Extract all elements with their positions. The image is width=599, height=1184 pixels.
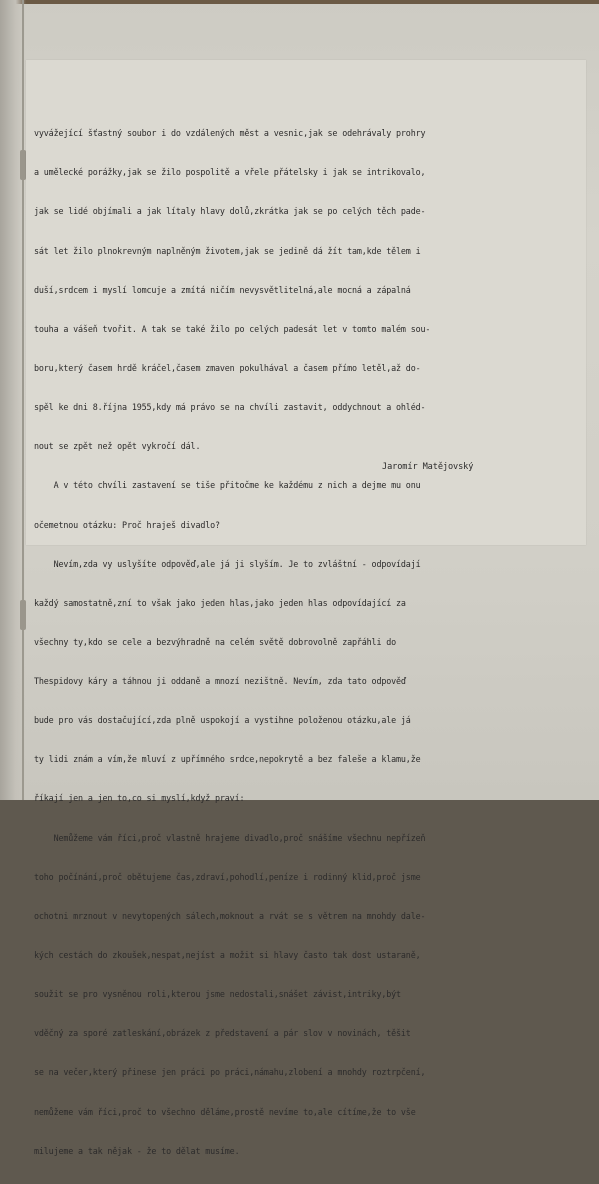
page-top-edge <box>0 0 599 4</box>
binding-hole <box>20 600 26 630</box>
text-line: touha a vášeň tvořit. A tak se také žilo po celých padesát let v tomto malém sou- <box>34 323 431 334</box>
text-line: nout se zpět než opět vykročí dál. <box>34 441 201 452</box>
text-line: boru,který časem hrdě kráčel,časem zmaven pokulhával a časem přímo letěl,až do- <box>34 362 421 373</box>
text-line: ty lidi znám a vím,že mluví z upřímného srdce,nepokrytě a bez faleše a klamu,že <box>34 754 421 765</box>
text-line: spěl ke dni 8.října 1955,kdy má právo se na chvíli zastavit, oddychnout a ohléd- <box>34 402 426 413</box>
text-line: kých cestách do zkoušek,nespat,nejíst a možit si hlavy často tak dost ustaraně, <box>34 950 421 961</box>
text-line: se na večer,který přinese jen práci po práci,námahu,zlobení a mnohdy roztrpčení, <box>34 1067 426 1078</box>
author-signature: Jaromír Matějovský <box>382 462 474 472</box>
text-line: říkají jen a jen to,co si myslí,když praví: <box>34 793 245 804</box>
text-line: vděčný za sporé zatleskání,obrázek z představení a pár slov v novinách, těšit <box>34 1028 411 1039</box>
text-line: bude pro vás dostačující,zda plně uspokojí a vystihne položenou otázku,ale já <box>34 715 411 726</box>
text-line: každý samostatně,zní to však jako jeden hlas,jako jeden hlas odpovídající za <box>34 597 406 608</box>
text-line: sát let žilo plnokrevným naplněným životem,jak se jedině dá žít tam,kde tělem i <box>34 245 421 256</box>
text-line: soužit se pro vysněnou roli,kterou jsme nedostali,snášet závist,intriky,být <box>34 989 401 1000</box>
text-line: Nemůžeme vám říci,proč vlastně hrajeme divadlo,proč snášíme všechnu nepřízeň <box>34 832 426 843</box>
typed-paragraphs <box>34 101 582 1184</box>
text-line: duší,srdcem i myslí lomcuje a zmítá ničím nevysvětlitelná,ale mocná a zápalná <box>34 284 411 295</box>
text-line: Thespidovy káry a táhnou ji oddaně a mnozí nezištně. Nevím, zda tato odpověď <box>34 676 406 687</box>
text-line: toho počínání,proč obětujeme čas,zdraví,pohodlí,peníze i rodinný klid,proč jsme <box>34 871 421 882</box>
text-line: jak se lidé objímali a jak lítaly hlavy dolů,zkrátka jak se po celých těch pade- <box>34 206 426 217</box>
text-line: a umělecké porážky,jak se žilo pospolitě a vřele přátelsky i jak se intrikovalo, <box>34 167 426 178</box>
text-line: Nevím,zda vy uslyšíte odpověď,ale já ji slyším. Je to zvláštní - odpovídají <box>34 558 421 569</box>
binding-gutter-line <box>22 0 24 800</box>
text-line: vyvážející šťastný soubor i do vzdálených měst a vesnic,jak se odehrávaly prohry <box>34 128 426 139</box>
text-line: milujeme a tak nějak - že to dělat musíme. <box>34 1145 240 1156</box>
text-line: všechny ty,kdo se cele a bezvýhradně na celém světě dobrovolně zapřáhli do <box>34 636 397 647</box>
text-line: ochotni mrznout v nevytopených sálech,moknout a rvát se s větrem na mnohdy dale- <box>34 910 426 921</box>
text-line: očemetnou otázku: Proč hraješ divadlo? <box>34 519 220 530</box>
text-line: nemůžeme vám říci,proč to všechno děláme,prostě nevíme to,ale cítíme,že to vše <box>34 1106 416 1117</box>
text-line: A v této chvíli zastavení se tiše přitočme ke každému z nich a dejme mu onu <box>34 480 421 491</box>
